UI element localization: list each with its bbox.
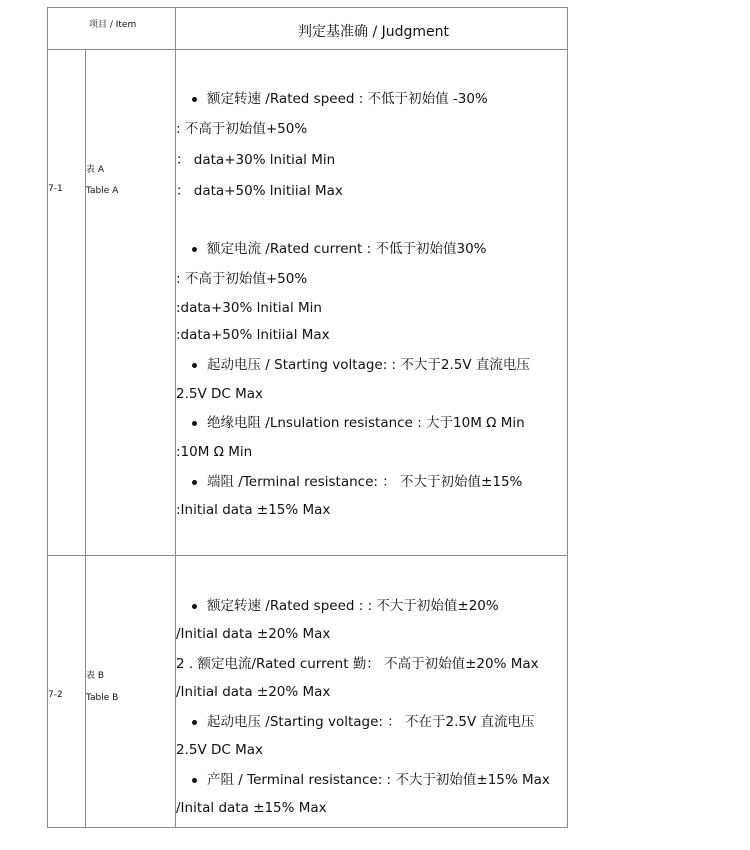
criterion-line: :Initial data ±15% Max xyxy=(176,502,331,518)
row-number: 7-1 xyxy=(48,184,63,194)
row-table-en: Table B xyxy=(86,693,119,703)
criterion-line: 绝缘电阻 /Lnsulation resistance : 大于10M Ω Min xyxy=(176,415,525,431)
criterion-line: 额定转速 /Rated speed : : 不大于初始值±20% xyxy=(176,598,499,614)
header-divider xyxy=(48,49,567,50)
criterion-line: 端阻 /Terminal resistance: ： 不大于初始值±15% xyxy=(176,474,522,490)
criterion-line: 产阻 / Terminal resistance: : 不大于初始值±15% Max xyxy=(176,772,550,788)
criterion-line: /Inital data ±15% Max xyxy=(176,800,327,816)
criterion-line: /Initial data ±20% Max xyxy=(176,684,331,700)
criterion-line: :data+50% lnitiial Max xyxy=(176,327,330,343)
header-item: 项目 / Item xyxy=(89,20,137,30)
judgment-table xyxy=(47,7,568,828)
criterion-line: 起动电压 /Starting voltage: ： 不在于2.5V 直流电压 xyxy=(176,714,535,730)
criterion-line: 起动电压 / Starting voltage: : 不大于2.5V 直流电压 xyxy=(176,357,530,373)
criterion-line: ： data+30% lnitial Min xyxy=(176,152,336,168)
row-divider xyxy=(48,555,567,556)
criterion-line: 2 . 额定电流/Rated current 勤： 不高于初始值±20% Max xyxy=(176,656,539,672)
row-number: 7-2 xyxy=(48,690,63,700)
criterion-line: :10M Ω Min xyxy=(176,444,253,460)
criterion-line: 2.5V DC Max xyxy=(176,386,264,402)
criterion-line: 2.5V DC Max xyxy=(176,742,264,758)
criterion-line: 额定电流 /Rated current : 不低于初始值30% xyxy=(176,241,487,257)
criterion-line: /Initial data ±20% Max xyxy=(176,626,331,642)
criterion-line: : 不高于初始值+50% xyxy=(176,271,308,287)
header-judgment: 判定基准确 / Judgment xyxy=(298,24,450,40)
row-table-cn: 表 B xyxy=(86,671,105,681)
criterion-line: :data+30% lnitial Min xyxy=(176,300,322,316)
criterion-line: : 不高于初始值+50% xyxy=(176,121,308,137)
row-table-en: Table A xyxy=(86,186,119,196)
row-table-cn: 表 A xyxy=(86,165,105,175)
criterion-line: 额定转速 /Rated speed : 不低于初始值 -30% xyxy=(176,91,488,107)
criterion-line: ： data+50% lnitiial Max xyxy=(176,183,343,199)
